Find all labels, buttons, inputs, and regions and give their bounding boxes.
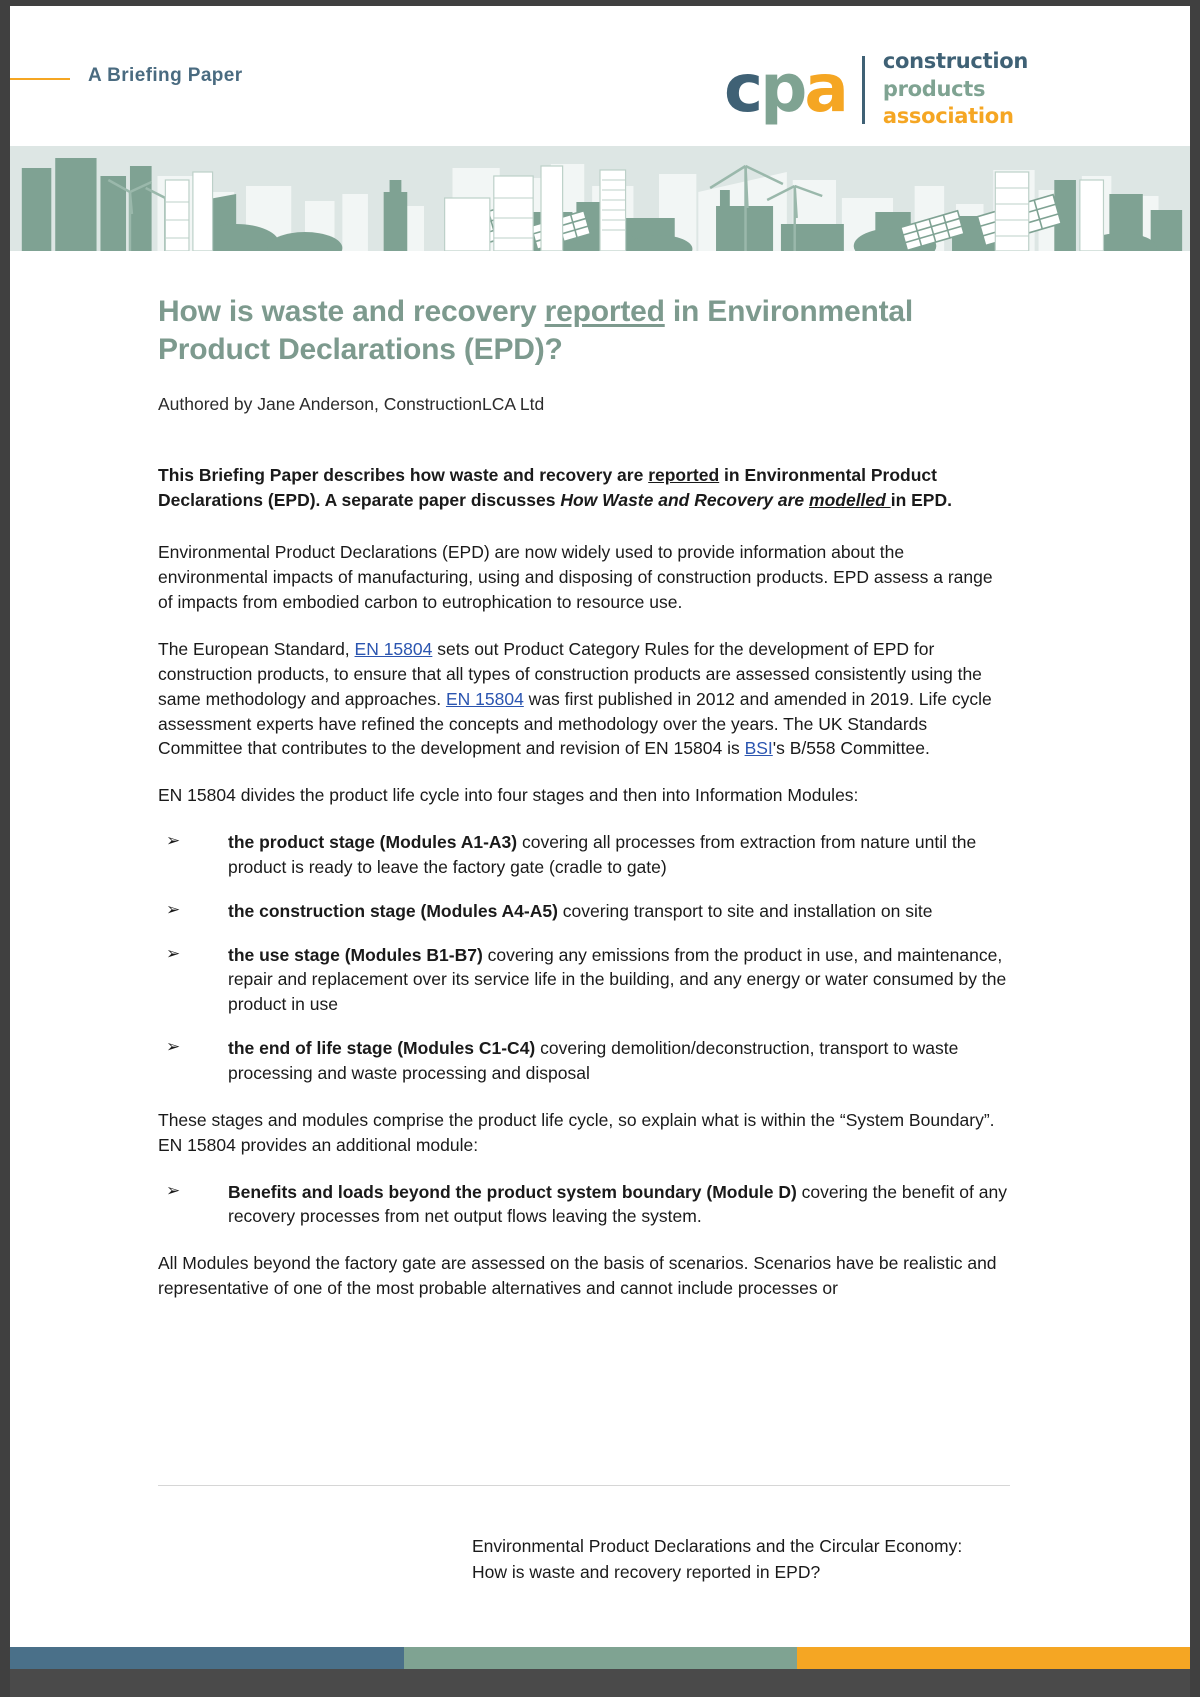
lead-text-2: in Environmental Product Declarations (EPD). A separate paper discusses <box>158 464 937 510</box>
arrowhead-bullet-icon: ➢ <box>166 1180 181 1201</box>
arrowhead-bullet-icon: ➢ <box>166 943 181 964</box>
page-title <box>158 293 1010 370</box>
lead-text-1: This Briefing Paper describes how waste and recovery are <box>158 464 649 485</box>
cityscape-banner-image <box>10 146 1190 251</box>
footer-divider <box>158 1485 1010 1486</box>
cityscape-svg <box>10 146 1190 251</box>
logo-letter-c: c <box>723 50 761 128</box>
briefing-paper-label: A Briefing Paper <box>88 65 243 86</box>
title-underlined-word: reported <box>544 295 665 328</box>
module-stage-description: covering transport to site and installation on site <box>557 900 933 921</box>
en-text-a: The European Standard, <box>158 639 355 659</box>
page-header <box>10 6 1190 146</box>
link-en-15804-first[interactable]: EN 15804 <box>354 639 433 659</box>
lead-italic-title <box>560 490 890 510</box>
logo-word-construction: construction <box>882 49 1028 73</box>
module-stage-description: covering all processes from extraction from nature until the product is ready to leave the factory gate (cradle to gate) <box>228 832 977 877</box>
window-bottom-edge <box>10 1669 1190 1697</box>
paragraph-system-boundary: These stages and modules comprise the product life cycle, so explain what is within the “System Boundary”. EN 15804 provides an additional module: <box>158 1109 995 1155</box>
module-stage-label: the use stage (Modules B1-B7) <box>228 944 483 965</box>
module-stage-label: the product stage (Modules A1-A3) <box>228 832 518 853</box>
logo-letter-a: a <box>804 50 846 128</box>
title-part-1: How is waste and recovery <box>158 295 545 328</box>
header-accent-rule <box>10 78 70 80</box>
paragraph-en15804 <box>158 637 1010 761</box>
link-bsi[interactable]: BSI <box>744 738 773 759</box>
document-body <box>10 251 1190 1301</box>
en-text-b: sets out Product Category Rules for the development of EPD for construction products, to ensure that all types of construction products are assessed consistently using the same methodology and approaches. <box>158 639 982 709</box>
cpa-logo <box>724 48 1028 131</box>
page-footer <box>10 1485 1190 1697</box>
list-item <box>158 1036 1010 1086</box>
list-item <box>158 943 1010 1018</box>
list-item <box>158 830 1010 880</box>
arrowhead-bullet-icon: ➢ <box>166 899 181 920</box>
lead-paragraph <box>158 463 1010 513</box>
lead-italic-underlined-modelled: modelled <box>809 489 891 510</box>
module-stage-label: the end of life stage (Modules C1-C4) <box>228 1038 536 1059</box>
footer-color-bars <box>10 1647 1190 1669</box>
module-stage-description: covering demolition/deconstruction, transport to waste processing and waste processing and disposal <box>228 1038 959 1083</box>
paragraph-lifecycle-intro: EN 15804 divides the product life cycle into four stages and then into Information Modules: <box>158 785 859 806</box>
footer-line-2: How is waste and recovery reported in EPD? <box>472 1561 821 1582</box>
en-text-d: 's B/558 Committee. <box>772 738 930 759</box>
module-d-description: covering the benefit of any recovery processes from net output flows leaving the system. <box>228 1181 1007 1227</box>
module-stage-label: the construction stage (Modules A4-A5) <box>228 900 558 921</box>
title-part-2: in Environmental Product Declarations (EPD)? <box>158 295 914 367</box>
en-text-c: was first published in 2012 and amended in 2019. Life cycle assessment experts have refined the concepts and methodology over the years. The UK Standards Committee that contributes to the development and revision of EN 15804 is <box>158 688 992 759</box>
module-d-list <box>158 1180 1010 1230</box>
list-item <box>158 899 1010 924</box>
logo-divider <box>862 56 865 124</box>
footer-bar-blue <box>10 1647 404 1669</box>
module-stage-description: covering any emissions from the product in use, and maintenance, repair and replacement over its service life in the building, and any energy or water consumed by the product in use <box>228 944 1007 1015</box>
footer-bar-orange <box>797 1647 1190 1669</box>
paragraph-scenarios: All Modules beyond the factory gate are assessed on the basis of scenarios. Scenarios have be realistic and representative of one of the most probable alternatives and cannot include processes or <box>158 1253 997 1299</box>
cpa-logo-wordmark <box>883 48 1028 131</box>
lead-underlined-reported: reported <box>648 464 720 485</box>
arrowhead-bullet-icon: ➢ <box>166 831 181 852</box>
paragraph-epd-overview: Environmental Product Declarations (EPD) are now widely used to provide information about the environmental impacts of manufacturing, using and disposing of construction products. EPD assess a range of impacts from embodied carbon to eutrophication to resource use. <box>158 542 993 613</box>
arrowhead-bullet-icon: ➢ <box>166 1037 181 1058</box>
logo-letter-p: p <box>760 50 805 128</box>
module-stage-list <box>158 830 1010 1086</box>
module-d-label: Benefits and loads beyond the product system boundary (Module D) <box>228 1181 797 1202</box>
footer-document-title <box>472 1534 1190 1585</box>
link-en-15804-second[interactable]: EN 15804 <box>445 688 524 709</box>
list-item <box>158 1180 1010 1230</box>
lead-italic-part-1: How Waste and Recovery are <box>560 489 810 510</box>
author-line: Authored by Jane Anderson, ConstructionLCA Ltd <box>158 393 545 414</box>
logo-word-products: products <box>882 76 986 101</box>
logo-word-association: association <box>882 104 1014 129</box>
cpa-logo-mark <box>723 50 846 128</box>
lead-text-3: in EPD. <box>890 489 952 510</box>
footer-line-1: Environmental Product Declarations and the Circular Economy: <box>472 1536 963 1557</box>
footer-bar-green <box>404 1647 797 1669</box>
